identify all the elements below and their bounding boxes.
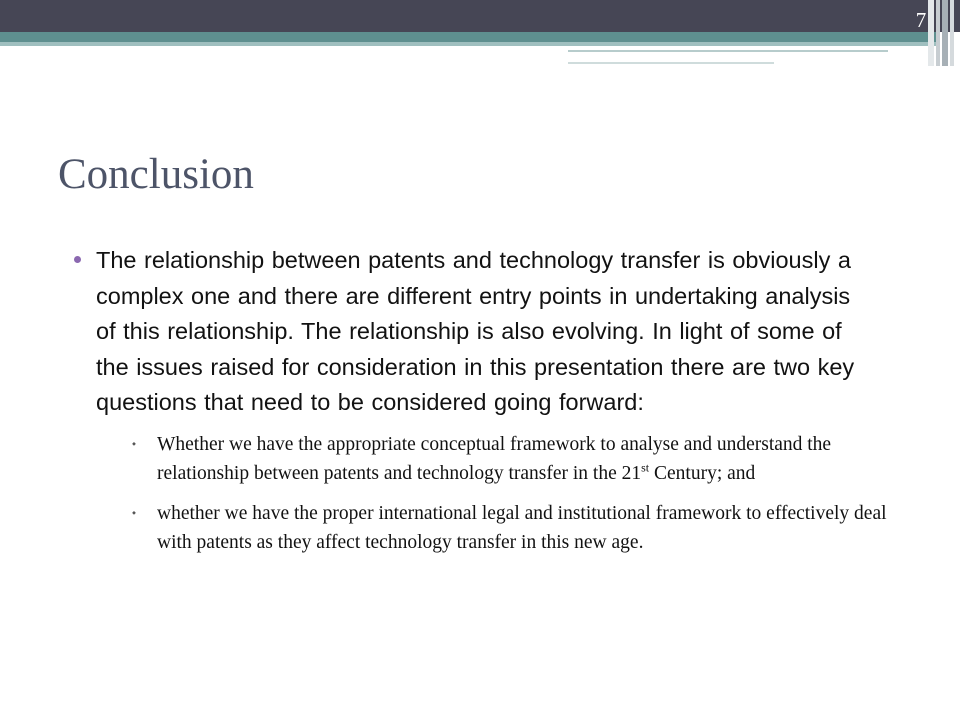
sub-bullet-text: whether we have the proper international legal and institutional framework to effectively deal with patents as they affect technology transfer in this new age. [157, 502, 887, 553]
header-band [0, 0, 960, 32]
sub-bullet-icon: ⬩ [132, 437, 136, 450]
slide-title: Conclusion [58, 151, 254, 198]
main-bullet [74, 243, 874, 421]
teal-band [0, 32, 940, 42]
slide-number: 7 [915, 8, 927, 32]
sub-bullet [132, 430, 887, 489]
accent-line [568, 50, 888, 52]
decorative-bar [942, 0, 948, 66]
sub-bullet [132, 499, 887, 558]
decorative-bar [950, 0, 954, 66]
sub-bullet-text: Whether we have the appropriate conceptual framework to analyse and understand the relationship between patents and technology transfer in the 21 [157, 433, 832, 484]
slide-body [74, 243, 887, 558]
decorative-bar [936, 0, 940, 66]
accent-line [568, 62, 774, 64]
bullet-icon [74, 256, 81, 263]
sub-bullet-icon: ⬩ [132, 506, 136, 519]
teal-band-highlight [0, 42, 940, 46]
main-bullet-text: The relationship between patents and technology transfer is obviously a complex one and there are different entry points in undertaking analysis of this relationship. The relationship is also evolving. In light of some of the issues raised for consideration in this presentation there are two key questions that need to be considered going forward: [96, 247, 855, 415]
ordinal-superscript: st [641, 460, 650, 475]
sub-bullet-text-end: Century; and [649, 463, 756, 484]
